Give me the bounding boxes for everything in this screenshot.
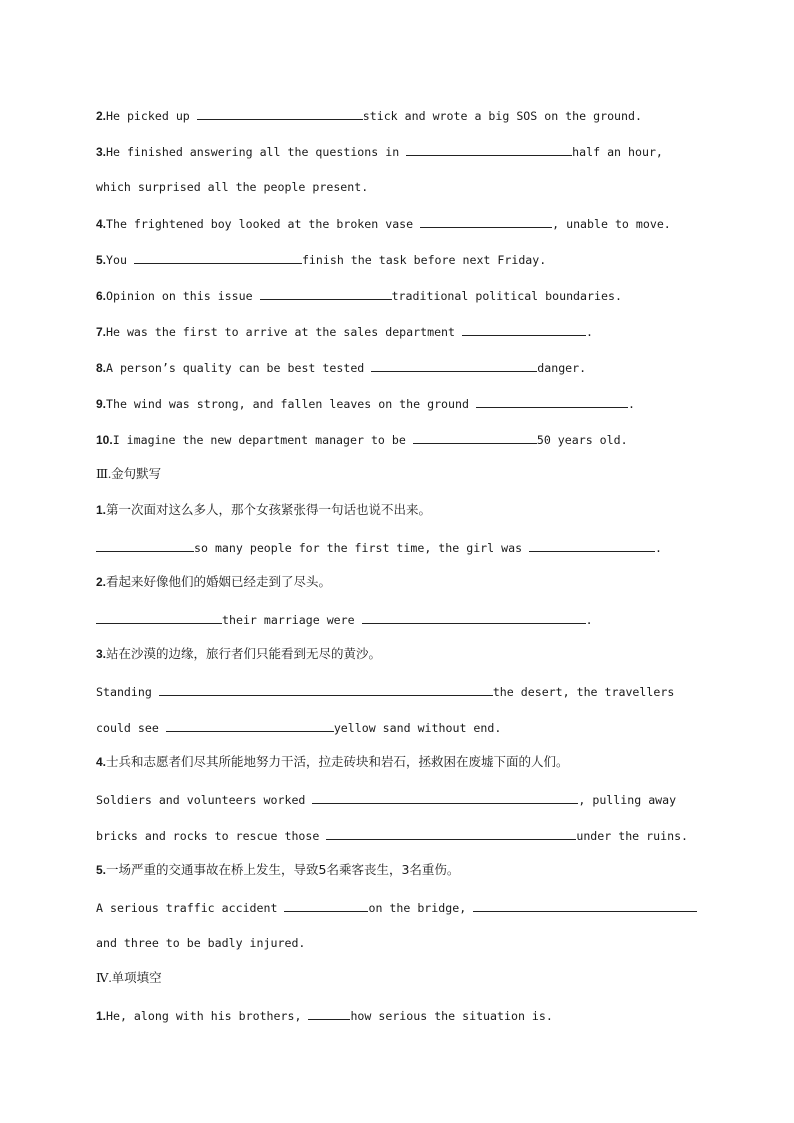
answer-blank[interactable]	[371, 360, 537, 372]
answer-blank[interactable]	[420, 216, 552, 228]
answer-blank[interactable]	[166, 720, 334, 732]
answer-blank[interactable]	[529, 540, 655, 552]
answer-blank[interactable]	[362, 612, 586, 624]
section-heading: Ⅲ.金句默写	[96, 467, 162, 481]
translation-item-4-english-line1: Soldiers and volunteers worked , pulling away	[96, 793, 677, 807]
translation-item-2-english: their marriage were .	[96, 612, 706, 627]
answer-blank[interactable]	[96, 612, 222, 624]
translation-item-5-english-line1: A serious traffic accident on the bridge,	[96, 900, 706, 915]
translation-item-3-chinese: 3.站在沙漠的边缘，旅行者们只能看到无尽的黄沙。	[96, 646, 382, 661]
answer-blank[interactable]	[134, 252, 302, 264]
exercise-item-3-continued: which surprised all the people present.	[96, 180, 369, 194]
answer-blank[interactable]	[473, 900, 697, 912]
translation-item-5-chinese: 5.一场严重的交通事故在桥上发生，导致5名乘客丧生，3名重伤。	[96, 862, 460, 877]
answer-blank[interactable]	[462, 324, 586, 336]
exercise-item-5: 5.You finish the task before next Friday.	[96, 253, 547, 267]
answer-blank[interactable]	[159, 684, 493, 696]
translation-item-1-chinese: 1.第一次面对这么多人，那个女孩紧张得一句话也说不出来。	[96, 502, 432, 517]
answer-blank[interactable]	[326, 828, 576, 840]
translation-item-5-english-line2: and three to be badly injured.	[96, 936, 306, 950]
translation-item-4-chinese: 4.士兵和志愿者们尽其所能地努力干活，拉走砖块和岩石，拯救困在废墟下面的人们。	[96, 754, 569, 769]
translation-item-3-english-line2: could see yellow sand without end.	[96, 721, 502, 735]
answer-blank[interactable]	[197, 108, 363, 120]
exercise-item-4: 4.The frightened boy looked at the broken vase , unable to move.	[96, 217, 671, 231]
translation-item-1-english: so many people for the first time, the girl was .	[96, 540, 706, 555]
exercise-item-3: 3.He finished answering all the questions in half an hour,	[96, 145, 663, 159]
exercise-item-10: 10.I imagine the new department manager to be 50 years old.	[96, 433, 628, 447]
translation-item-3-english-line1: Standing the desert, the travellers	[96, 685, 675, 699]
answer-blank[interactable]	[308, 1008, 350, 1020]
answer-blank[interactable]	[413, 432, 537, 444]
exercise-item-7: 7.He was the first to arrive at the sales department .	[96, 325, 593, 339]
section-heading: Ⅳ.单项填空	[96, 971, 162, 985]
answer-blank[interactable]	[312, 792, 578, 804]
answer-blank[interactable]	[476, 396, 628, 408]
answer-blank[interactable]	[406, 144, 572, 156]
choice-item-1: 1.He, along with his brothers, how serious the situation is.	[96, 1009, 553, 1023]
answer-blank[interactable]	[96, 540, 194, 552]
answer-blank[interactable]	[260, 288, 392, 300]
exercise-item-2: 2.He picked up stick and wrote a big SOS on the ground.	[96, 109, 642, 123]
exercise-item-9: 9.The wind was strong, and fallen leaves on the ground .	[96, 397, 635, 411]
exercise-item-8: 8.A person’s quality can be best tested danger.	[96, 361, 587, 375]
answer-blank[interactable]	[284, 900, 368, 912]
translation-item-4-english-line2: bricks and rocks to rescue those under the ruins.	[96, 829, 689, 843]
translation-item-2-chinese: 2.看起来好像他们的婚姻已经走到了尽头。	[96, 574, 332, 589]
exercise-item-6: 6.Opinion on this issue traditional political boundaries.	[96, 289, 622, 303]
